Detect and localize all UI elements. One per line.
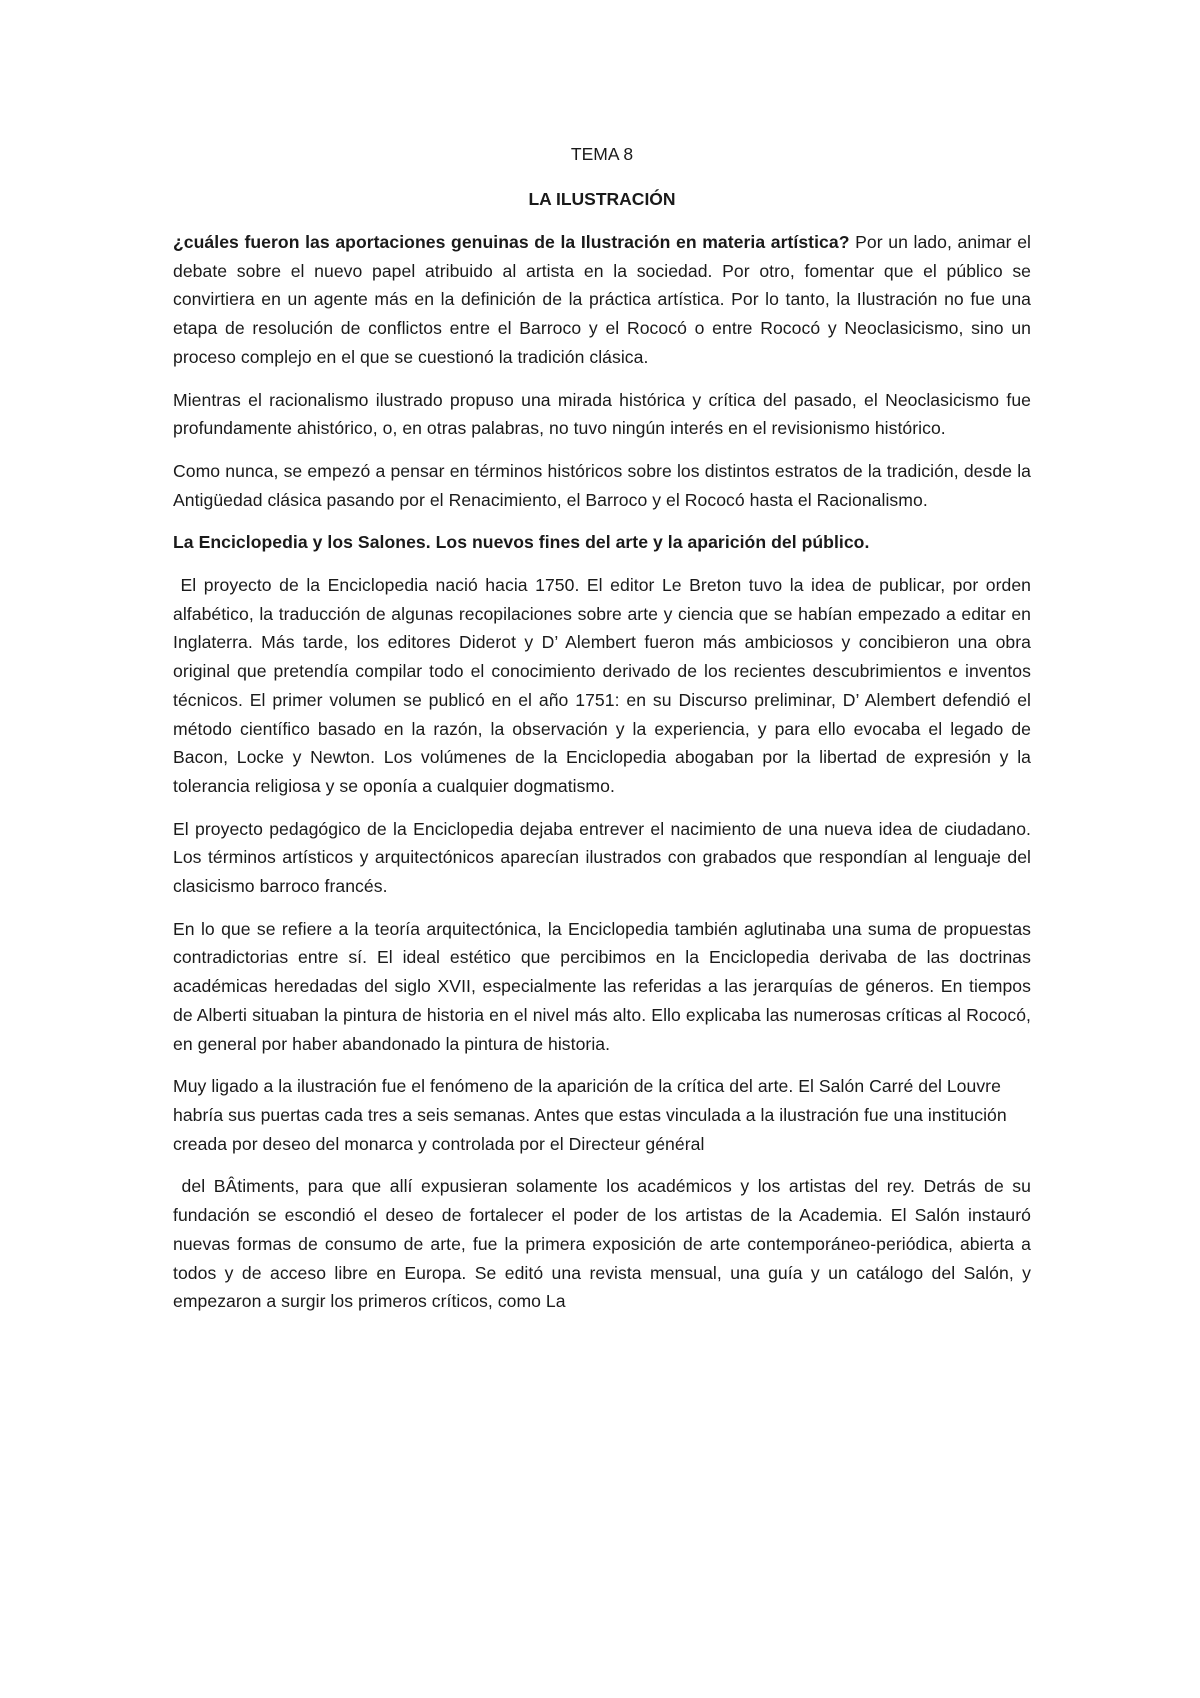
- document-title: LA ILUSTRACIÓN: [528, 189, 676, 209]
- paragraph-racionalismo: Mientras el racionalismo ilustrado propuso una mirada histórica y crítica del pasado, el Neoclasicismo fue profundamente ahistórico, o, en otras palabras, no tuvo ningún interés en el revisionismo histórico.: [173, 389, 1031, 439]
- paragraph-pedagogico: El proyecto pedagógico de la Enciclopedia dejaba entrever el nacimiento de una nueva idea de ciudadano. Los términos artísticos y arquitectónicos aparecían ilustrados con grabados que respondían al lenguaje del clasicismo barroco francés.: [173, 818, 1031, 897]
- paragraph-intro: [173, 228, 1031, 372]
- topic-heading: TEMA 8: [570, 144, 634, 164]
- paragraph-enciclopedia: El proyecto de la Enciclopedia nació hacia 1750. El editor Le Breton tuvo la idea de publicar, por orden alfabético, la traducción de algunas recopilaciones sobre arte y ciencia que se habían empezado a editar en Inglaterra. Más tarde, los editores Diderot y D’ Alembert fueron más ambiciosos y concibieron una obra original que pretendía compilar todo el conocimiento derivado de los recientes descubrimientos e inventos técnicos. El primer volumen se publicó en el año 1751: en su Discurso preliminar, D’ Alembert defendió el método científico basado en la razón, la observación y la experiencia, y para ello evocaba el legado de Bacon, Locke y Newton. Los volúmenes de la Enciclopedia abogaban por la libertad de expresión y la tolerancia religiosa y se oponía a cualquier dogmatismo.: [173, 575, 1036, 796]
- paragraph-salon: del BÂtiments, para que allí expusieran solamente los académicos y los artistas del rey. Detrás de su fundación se escondió el deseo de fortalecer el poder de los artistas de la Academia. El Salón instauró nuevas formas de consumo de arte, fue la primera exposición de arte contemporáneo-periódica, abierta a todos y de acceso libre en Europa. Se editó una revista mensual, una guía y un catálogo del Salón, y empezaron a surgir los primeros críticos, como La: [173, 1176, 1036, 1312]
- paragraph-tradicion: Como nunca, se empezó a pensar en términos históricos sobre los distintos estratos de la tradición, desde la Antigüedad clásica pasando por el Renacimiento, el Barroco y el Rococó hasta el Racionalismo.: [173, 460, 1031, 510]
- document-page: [173, 140, 1036, 1330]
- intro-question: ¿cuáles fueron las aportaciones genuinas de la Ilustración en materia artística?: [173, 232, 850, 252]
- section-heading: La Enciclopedia y los Salones. Los nuevos fines del arte y la aparición del público.: [173, 532, 870, 553]
- paragraph-critica: Muy ligado a la ilustración fue el fenómeno de la aparición de la crítica del arte. El Salón Carré del Louvre habría sus puertas cada tres a seis semanas. Antes que estas vinculada a la ilustración fue una institución creada por deseo del monarca y controlada por el Directeur général: [173, 1076, 1007, 1154]
- intro-text: Por un lado, animar el debate sobre el nuevo papel atribuido al artista en la sociedad. Por otro, fomentar que el público se convirtiera en un agente más en la definición de la práctica artística. Por lo tanto, la Ilustración no fue una etapa de resolución de conflictos entre el Barroco y el Rococó o entre Rococó y Neoclasicismo, sino un proceso complejo en el que se cuestionó la tradición clásica.: [173, 232, 1031, 367]
- paragraph-teoria: En lo que se refiere a la teoría arquitectónica, la Enciclopedia también aglutinaba una suma de propuestas contradictorias entre sí. El ideal estético que percibimos en la Enciclopedia derivaba de las doctrinas académicas heredadas del siglo XVII, especialmente las referidas a las jerarquías de géneros. En tiempos de Alberti situaban la pintura de historia en el nivel más alto. Ello explicaba las numerosas críticas al Rococó, en general por haber abandonado la pintura de historia.: [173, 918, 1031, 1054]
